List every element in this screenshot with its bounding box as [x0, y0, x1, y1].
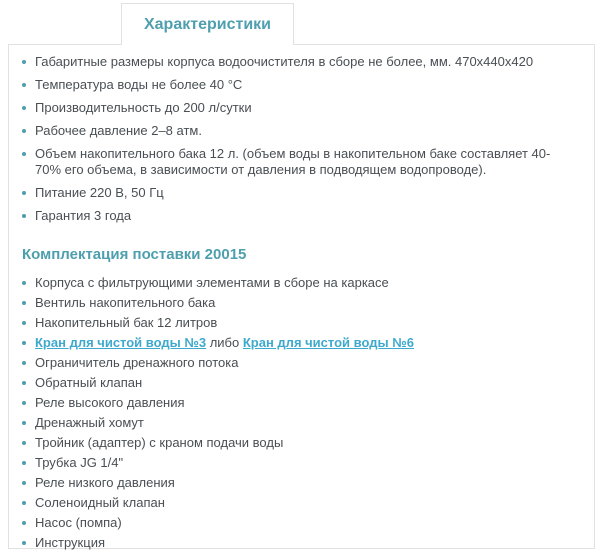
package-item: Обратный клапан	[22, 375, 574, 391]
tab-characteristics-label: Характеристики	[143, 15, 271, 33]
package-item: Соленоидный клапан	[22, 495, 574, 511]
package-item: Корпуса с фильтрующими элементами в сборе на каркасе	[22, 275, 574, 291]
package-item: Насос (помпа)	[22, 515, 574, 531]
spec-item: Гарантия 3 года	[22, 208, 574, 224]
package-list	[22, 275, 574, 551]
specs-list	[22, 54, 574, 224]
spec-item: Габаритные размеры корпуса водоочистителя в сборе не более, мм. 470х440х420	[22, 54, 574, 70]
section-heading-package: Комплектация поставки 20015	[22, 246, 247, 263]
characteristics-panel	[8, 44, 595, 549]
spec-item: Объем накопительного бака 12 л. (объем воды в накопительном баке составляет 40-70% его объема, в зависимости от давления в подводящем водопроводе).	[22, 146, 574, 178]
package-item-links	[22, 335, 574, 351]
package-item: Накопительный бак 12 литров	[22, 315, 574, 331]
package-item: Тройник (адаптер) с краном подачи воды	[22, 435, 574, 451]
spec-item: Рабочее давление 2–8 атм.	[22, 123, 574, 139]
clean-water-tap-6-link[interactable]: Кран для чистой воды №6	[242, 335, 414, 350]
package-item: Дренажный хомут	[22, 415, 574, 431]
package-item: Реле низкого давления	[22, 475, 574, 491]
package-item: Вентиль накопительного бака	[22, 295, 574, 311]
links-separator: либо	[209, 335, 240, 350]
spec-item: Питание 220 В, 50 Гц	[22, 185, 574, 201]
package-item: Реле высокого давления	[22, 395, 574, 411]
package-item: Инструкция	[22, 535, 574, 551]
tab-characteristics[interactable]	[121, 3, 294, 45]
package-item: Трубка JG 1/4"	[22, 455, 574, 471]
clean-water-tap-3-link[interactable]: Кран для чистой воды №3	[35, 335, 207, 350]
spec-item: Производительность до 200 л/сутки	[22, 100, 574, 116]
package-item: Ограничитель дренажного потока	[22, 355, 574, 371]
spec-item: Температура воды не более 40 °С	[22, 77, 574, 93]
